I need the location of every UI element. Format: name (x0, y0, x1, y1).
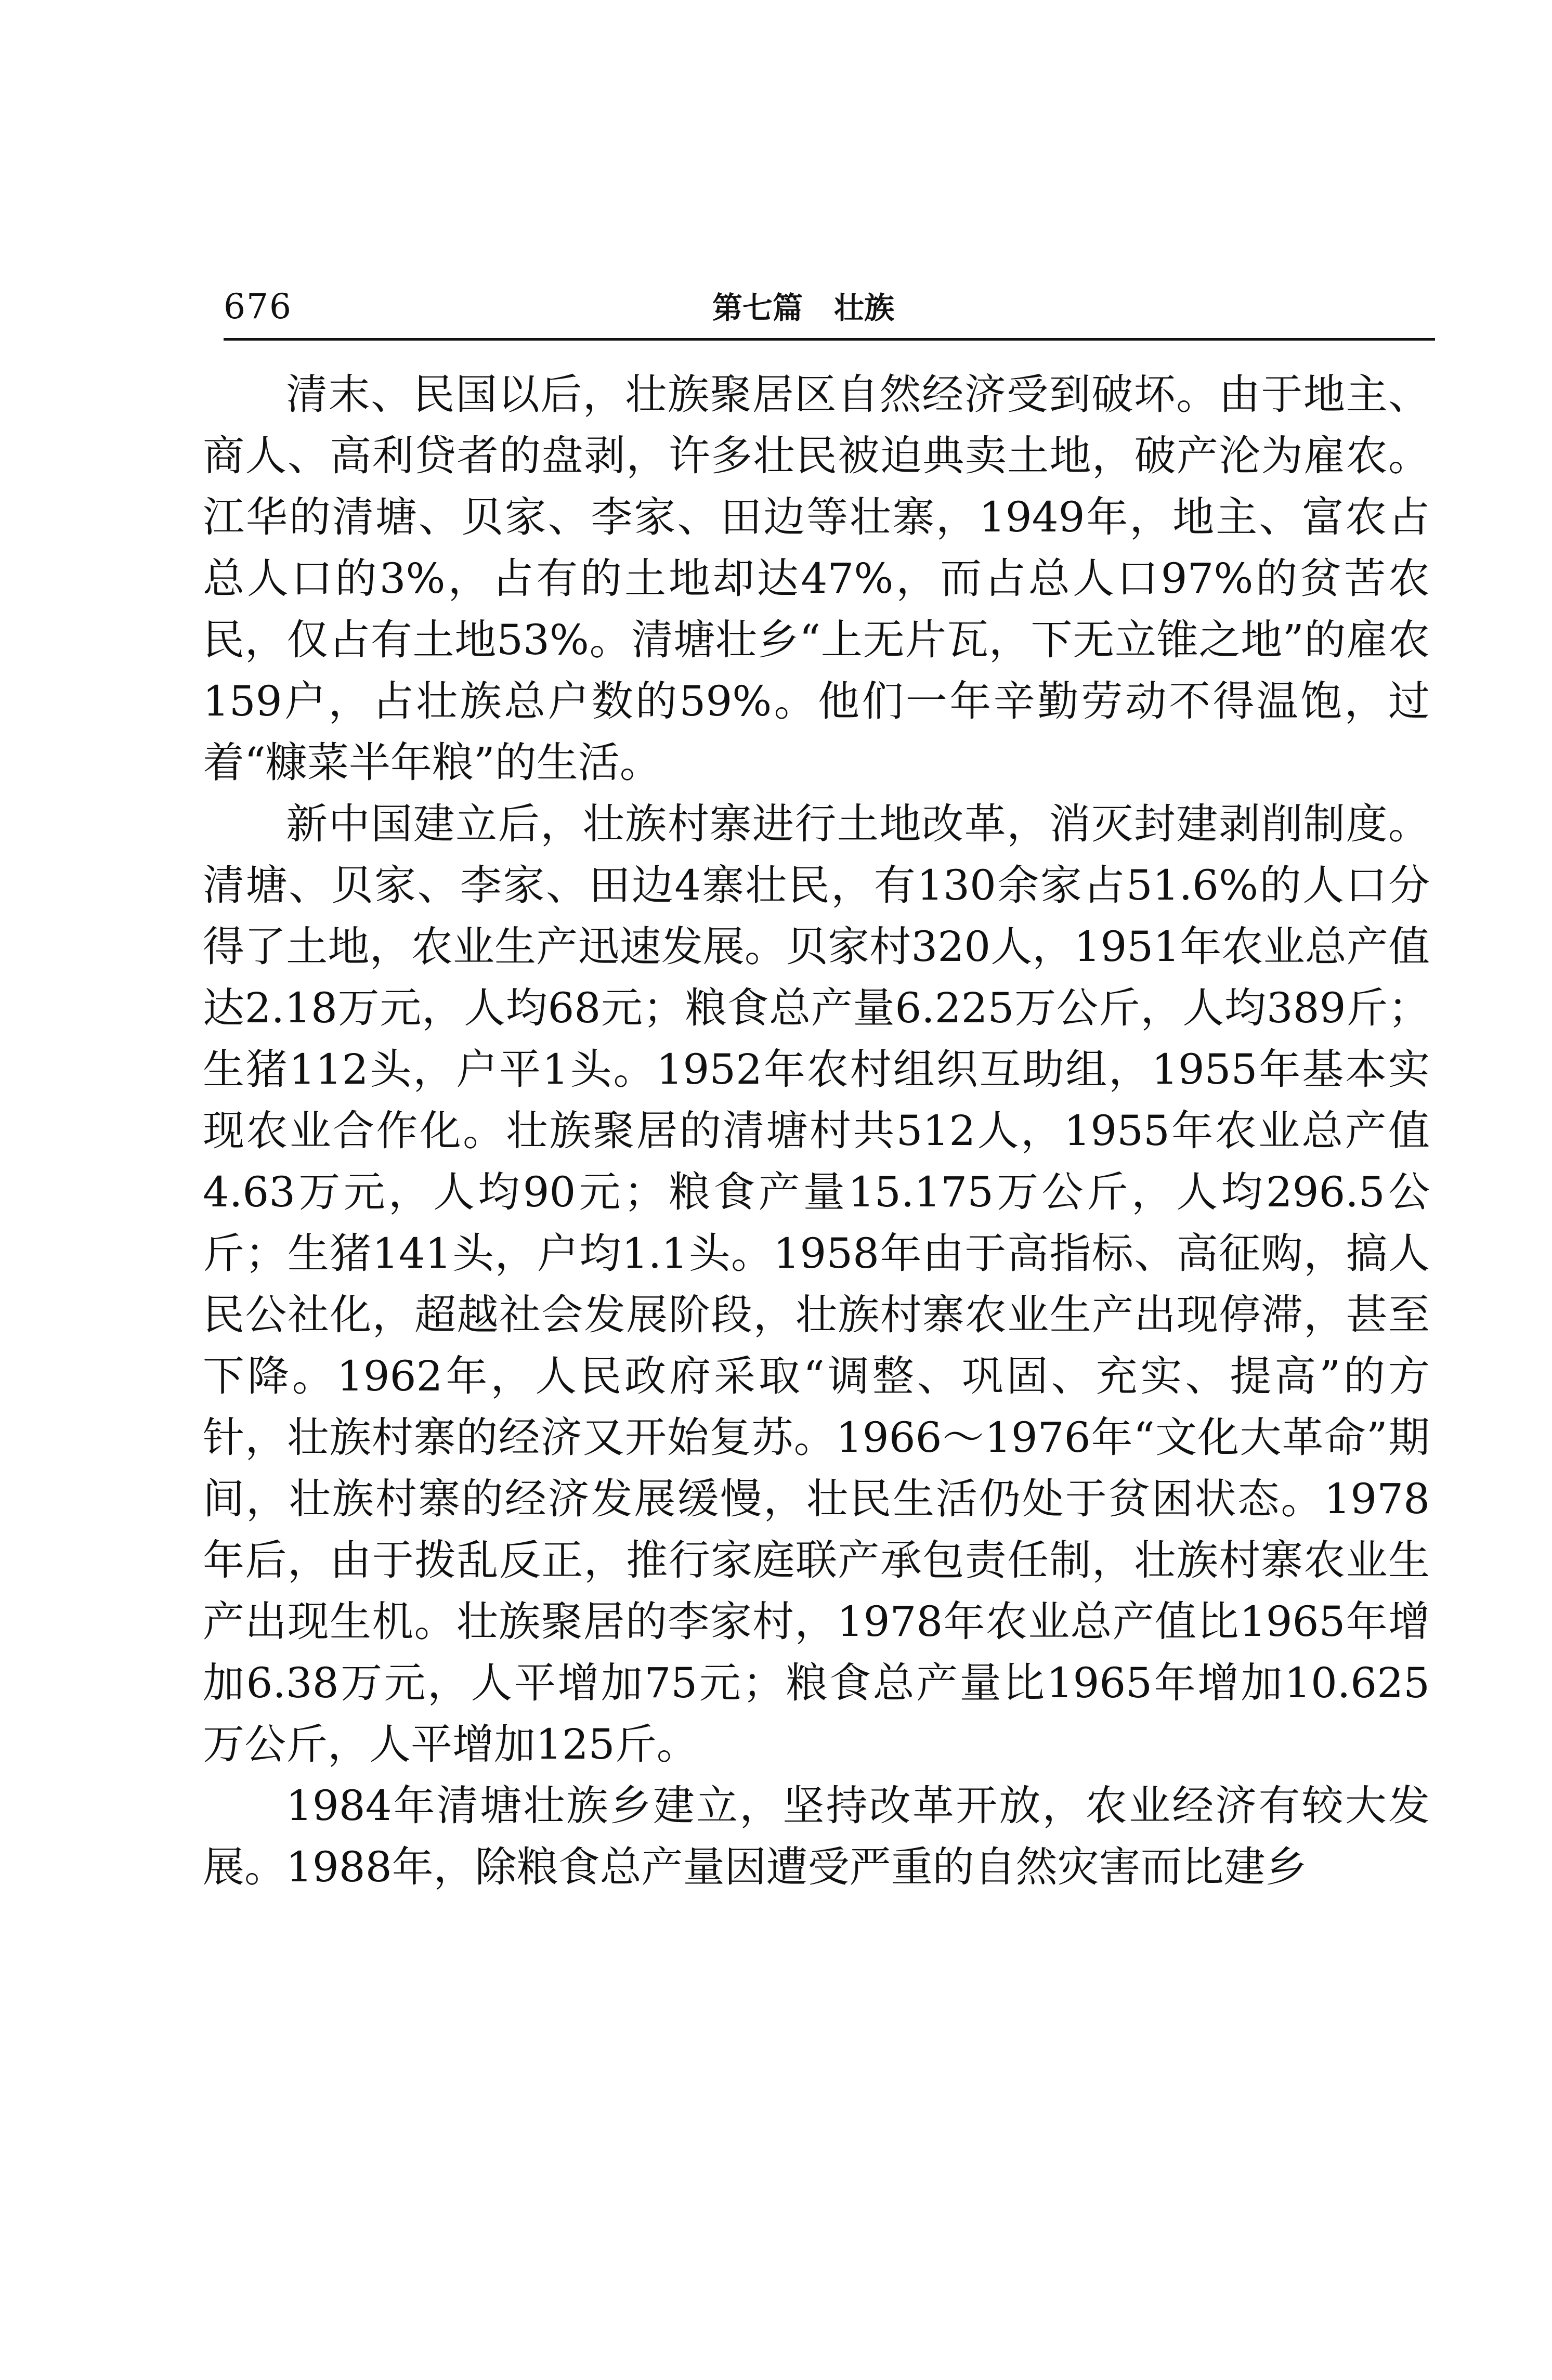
page-header (224, 276, 1430, 333)
chapter-title: 壮族 (834, 290, 895, 326)
body-text (203, 364, 1430, 1898)
part-title: 第七篇 (712, 290, 803, 326)
page-number: 676 (224, 287, 292, 327)
running-head (712, 287, 894, 329)
paragraph: 新中国建立后，壮族村寨进行土地改革，消灭封建剥削制度。清塘、贝家、李家、田边4寨壮民，有130余家占51.6%的人口分得了土地，农业生产迅速发展。贝家村320人，1951年农业总产值达2.18万元，人均68元；粮食总产量6.225万公斤，人均389斤；生猪112头，户平1头。1952年农村组织互助组，1955年基本实现农业合作化。壮族聚居的清塘村共512人，1955年农业总产值4.63万元，人均90元；粮食产量15.175万公斤，人均296.5公斤；生猪141头，户均1.1头。1958年由于高指标、高征购，搞人民公社化，超越社会发展阶段，壮族村寨农业生产出现停滞，甚至下降。1962年，人民政府采取“调整、巩固、充实、提高”的方针，壮族村寨的经济又开始复苏。1966～1976年“文化大革命”期间，壮族村寨的经济发展缓慢，壮民生活仍处于贫困状态。1978年后，由于拨乱反正，推行家庭联产承包责任制，壮族村寨农业生产出现生机。壮族聚居的李家村，1978年农业总产值比1965年增加6.38万元，人平增加75元；粮食总产量比1965年增加10.625万公斤，人平增加125斤。 (203, 800, 1430, 1768)
paragraph: 清末、民国以后，壮族聚居区自然经济受到破坏。由于地主、商人、高利贷者的盘剥，许多壮民被迫典卖土地，破产沦为雇农。江华的清塘、贝家、李家、田边等壮寨，1949年，地主、富农占总人口的3%，占有的土地却达47%，而占总人口97%的贫苦农民，仅占有土地53%。清塘壮乡“上无片瓦，下无立锥之地”的雇农159户，占壮族总户数的59%。他们一年辛勤劳动不得温饱，过着“糠菜半年粮”的生活。 (203, 370, 1430, 787)
paragraph: 1984年清塘壮族乡建立，坚持改革开放，农业经济有较大发展。1988年，除粮食总产量因遭受严重的自然灾害而比建乡 (203, 1781, 1430, 1891)
header-divider (224, 338, 1435, 341)
